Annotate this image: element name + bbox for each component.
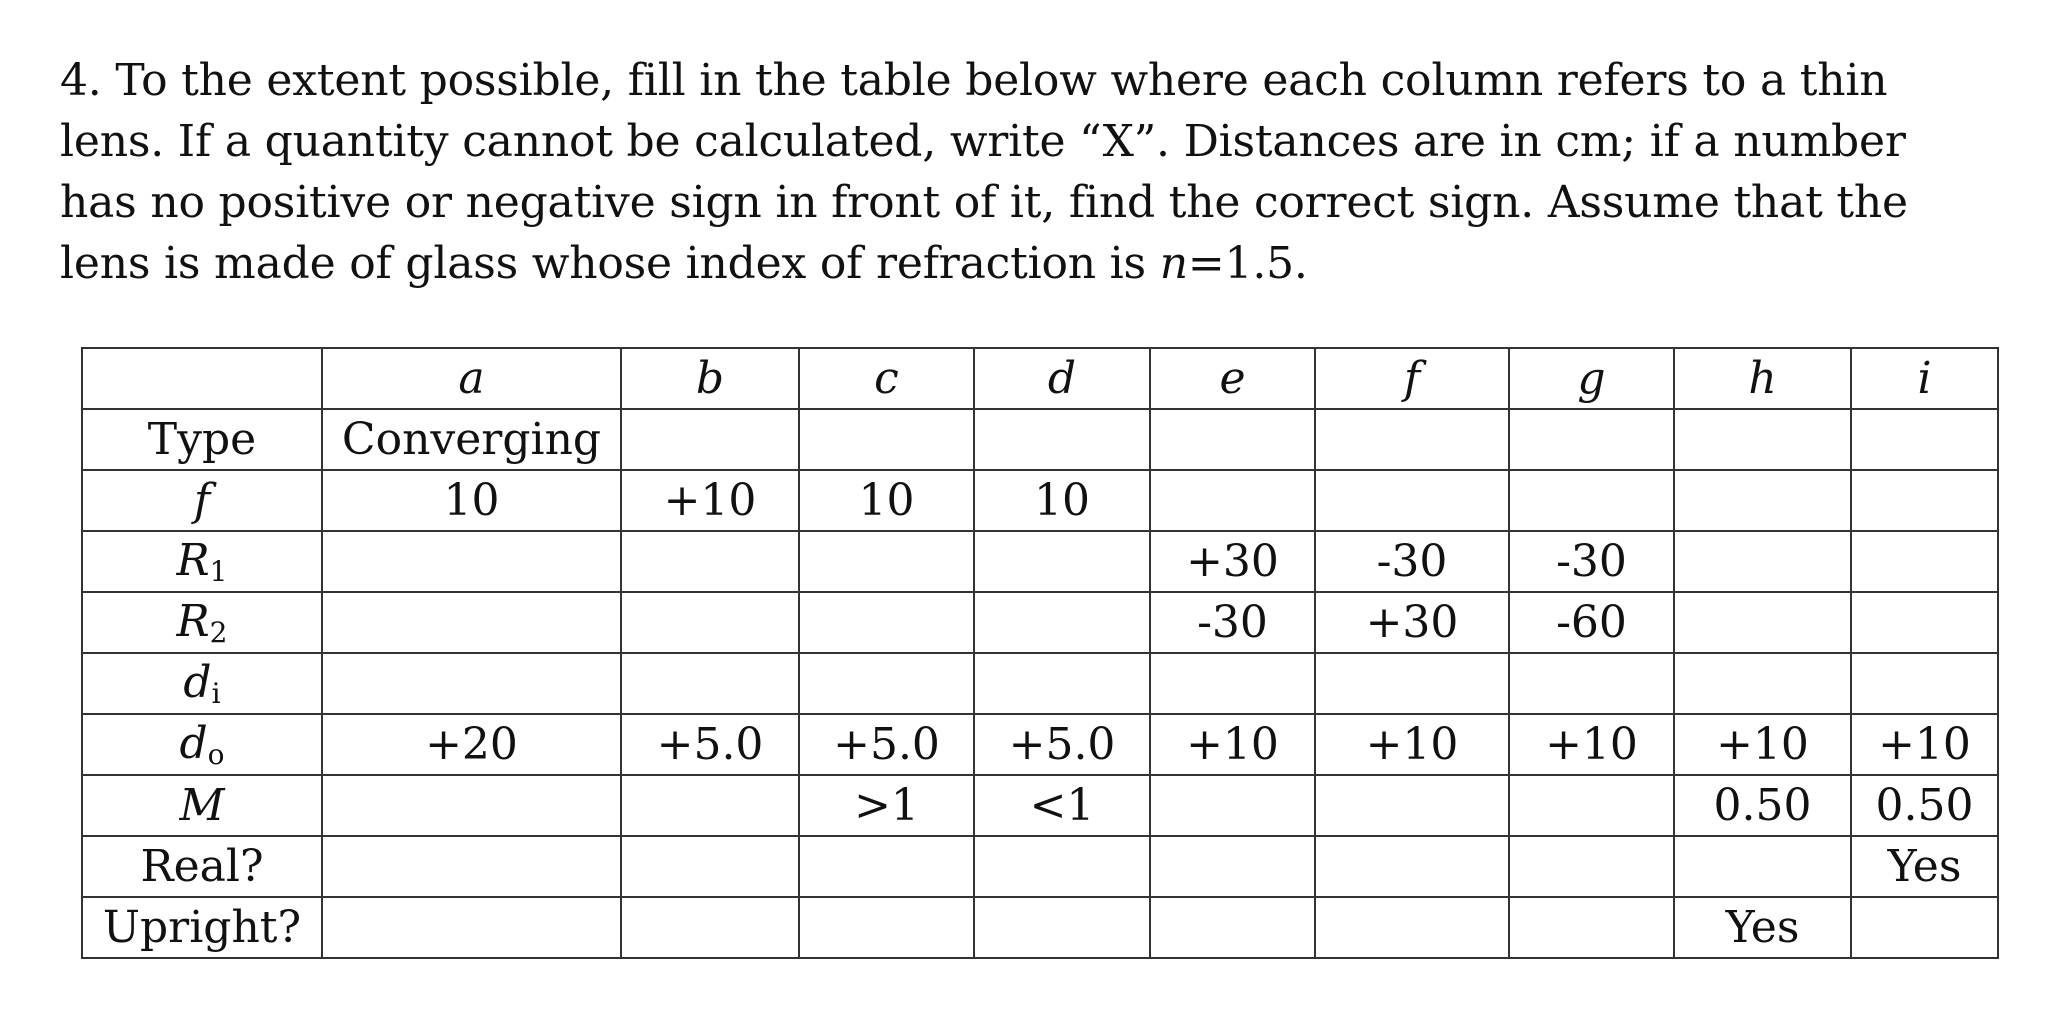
lens-table bbox=[81, 347, 1999, 959]
cell-r2-g[interactable]: -60 bbox=[1509, 592, 1674, 653]
row-type bbox=[82, 409, 1998, 470]
cell-di-d[interactable] bbox=[974, 653, 1150, 714]
cell-r2-b[interactable] bbox=[621, 592, 799, 653]
row-real bbox=[82, 836, 1998, 897]
cell-do-g[interactable]: +10 bbox=[1509, 714, 1674, 775]
row-label-r2-main: R bbox=[176, 596, 210, 647]
column-header-b: b bbox=[621, 348, 799, 409]
cell-real-d[interactable] bbox=[974, 836, 1150, 897]
problem-line-4-prefix: lens is made of glass whose index of refraction is bbox=[60, 238, 1160, 289]
row-r2 bbox=[82, 592, 1998, 653]
cell-do-b[interactable]: +5.0 bbox=[621, 714, 799, 775]
cell-do-f[interactable]: +10 bbox=[1315, 714, 1509, 775]
cell-r2-c[interactable] bbox=[799, 592, 974, 653]
cell-upright-i[interactable] bbox=[1851, 897, 1998, 958]
header-row bbox=[82, 348, 1998, 409]
refractive-index-symbol: n bbox=[1159, 238, 1188, 289]
cell-real-e[interactable] bbox=[1150, 836, 1315, 897]
cell-do-d[interactable]: +5.0 bbox=[974, 714, 1150, 775]
problem-line-1: 4. To the extent possible, fill in the table below where each column refers to a thin bbox=[60, 55, 1888, 106]
cell-di-h[interactable] bbox=[1674, 653, 1851, 714]
cell-m-d[interactable]: <1 bbox=[974, 775, 1150, 836]
cell-upright-a[interactable] bbox=[322, 897, 621, 958]
problem-line-3: has no positive or negative sign in front of it, find the correct sign. Assume that the bbox=[60, 177, 1908, 228]
corner-cell bbox=[82, 348, 322, 409]
cell-upright-f[interactable] bbox=[1315, 897, 1509, 958]
column-header-a: a bbox=[322, 348, 621, 409]
cell-type-f[interactable] bbox=[1315, 409, 1509, 470]
column-header-g: g bbox=[1509, 348, 1674, 409]
cell-do-c[interactable]: +5.0 bbox=[799, 714, 974, 775]
row-label-do-main: d bbox=[179, 718, 208, 769]
cell-r2-d[interactable] bbox=[974, 592, 1150, 653]
cell-f-b[interactable]: +10 bbox=[621, 470, 799, 531]
cell-upright-d[interactable] bbox=[974, 897, 1150, 958]
problem-line-4 bbox=[60, 233, 1960, 294]
column-header-h: h bbox=[1674, 348, 1851, 409]
cell-f-e[interactable] bbox=[1150, 470, 1315, 531]
cell-type-i[interactable] bbox=[1851, 409, 1998, 470]
row-label-di-main: d bbox=[183, 657, 212, 708]
row-label-real: Real? bbox=[82, 836, 322, 897]
cell-f-h[interactable] bbox=[1674, 470, 1851, 531]
row-object-distance bbox=[82, 714, 1998, 775]
cell-do-h[interactable]: +10 bbox=[1674, 714, 1851, 775]
row-label-upright: Upright? bbox=[82, 897, 322, 958]
cell-r2-i[interactable] bbox=[1851, 592, 1998, 653]
cell-f-f[interactable] bbox=[1315, 470, 1509, 531]
cell-m-e[interactable] bbox=[1150, 775, 1315, 836]
row-label-di-sub: i bbox=[211, 677, 221, 710]
column-header-d: d bbox=[974, 348, 1150, 409]
cell-upright-h[interactable]: Yes bbox=[1674, 897, 1851, 958]
cell-r1-g[interactable]: -30 bbox=[1509, 531, 1674, 592]
cell-f-a[interactable]: 10 bbox=[322, 470, 621, 531]
problem-line-2: lens. If a quantity cannot be calculated, write “X”. Distances are in cm; if a number bbox=[60, 116, 1906, 167]
cell-m-g[interactable] bbox=[1509, 775, 1674, 836]
cell-f-c[interactable]: 10 bbox=[799, 470, 974, 531]
cell-m-i[interactable]: 0.50 bbox=[1851, 775, 1998, 836]
cell-upright-c[interactable] bbox=[799, 897, 974, 958]
row-label-focal-length: f bbox=[82, 470, 322, 531]
cell-real-c[interactable] bbox=[799, 836, 974, 897]
row-label-r2-sub: 2 bbox=[209, 616, 228, 649]
cell-real-b[interactable] bbox=[621, 836, 799, 897]
cell-r1-f[interactable]: -30 bbox=[1315, 531, 1509, 592]
cell-do-a[interactable]: +20 bbox=[322, 714, 621, 775]
cell-real-g[interactable] bbox=[1509, 836, 1674, 897]
cell-real-i[interactable]: Yes bbox=[1851, 836, 1998, 897]
cell-m-c[interactable]: >1 bbox=[799, 775, 974, 836]
cell-r1-h[interactable] bbox=[1674, 531, 1851, 592]
cell-r2-e[interactable]: -30 bbox=[1150, 592, 1315, 653]
row-label-r1-main: R bbox=[176, 535, 210, 586]
row-label-magnification: M bbox=[82, 775, 322, 836]
cell-m-f[interactable] bbox=[1315, 775, 1509, 836]
row-label-object-distance bbox=[82, 714, 322, 775]
cell-m-h[interactable]: 0.50 bbox=[1674, 775, 1851, 836]
cell-r1-a[interactable] bbox=[322, 531, 621, 592]
cell-r1-b[interactable] bbox=[621, 531, 799, 592]
row-label-do-sub: o bbox=[207, 738, 225, 771]
cell-di-c[interactable] bbox=[799, 653, 974, 714]
cell-type-g[interactable] bbox=[1509, 409, 1674, 470]
cell-di-b[interactable] bbox=[621, 653, 799, 714]
column-header-i: i bbox=[1851, 348, 1998, 409]
row-image-distance bbox=[82, 653, 1998, 714]
cell-upright-b[interactable] bbox=[621, 897, 799, 958]
cell-di-i[interactable] bbox=[1851, 653, 1998, 714]
cell-upright-e[interactable] bbox=[1150, 897, 1315, 958]
cell-r2-f[interactable]: +30 bbox=[1315, 592, 1509, 653]
problem-line-4-suffix: =1.5. bbox=[1187, 238, 1308, 289]
problem-statement bbox=[60, 50, 1960, 294]
cell-r1-i[interactable] bbox=[1851, 531, 1998, 592]
cell-di-e[interactable] bbox=[1150, 653, 1315, 714]
cell-m-b[interactable] bbox=[621, 775, 799, 836]
cell-f-i[interactable] bbox=[1851, 470, 1998, 531]
cell-di-a[interactable] bbox=[322, 653, 621, 714]
row-focal-length bbox=[82, 470, 1998, 531]
row-label-r1-sub: 1 bbox=[209, 555, 228, 588]
cell-real-f[interactable] bbox=[1315, 836, 1509, 897]
cell-type-d[interactable] bbox=[974, 409, 1150, 470]
cell-m-a[interactable] bbox=[322, 775, 621, 836]
row-label-image-distance bbox=[82, 653, 322, 714]
cell-type-e[interactable] bbox=[1150, 409, 1315, 470]
cell-type-b[interactable] bbox=[621, 409, 799, 470]
cell-f-d[interactable]: 10 bbox=[974, 470, 1150, 531]
row-label-r1 bbox=[82, 531, 322, 592]
cell-type-c[interactable] bbox=[799, 409, 974, 470]
cell-upright-g[interactable] bbox=[1509, 897, 1674, 958]
column-header-c: c bbox=[799, 348, 974, 409]
cell-di-f[interactable] bbox=[1315, 653, 1509, 714]
cell-real-a[interactable] bbox=[322, 836, 621, 897]
cell-type-h[interactable] bbox=[1674, 409, 1851, 470]
row-label-r2 bbox=[82, 592, 322, 653]
row-r1 bbox=[82, 531, 1998, 592]
cell-r1-e[interactable]: +30 bbox=[1150, 531, 1315, 592]
column-header-e: e bbox=[1150, 348, 1315, 409]
row-upright bbox=[82, 897, 1998, 958]
cell-f-g[interactable] bbox=[1509, 470, 1674, 531]
cell-r1-d[interactable] bbox=[974, 531, 1150, 592]
cell-r2-a[interactable] bbox=[322, 592, 621, 653]
cell-do-i[interactable]: +10 bbox=[1851, 714, 1998, 775]
cell-r2-h[interactable] bbox=[1674, 592, 1851, 653]
cell-type-a[interactable]: Converging bbox=[322, 409, 621, 470]
cell-do-e[interactable]: +10 bbox=[1150, 714, 1315, 775]
row-magnification bbox=[82, 775, 1998, 836]
cell-r1-c[interactable] bbox=[799, 531, 974, 592]
row-label-type: Type bbox=[82, 409, 322, 470]
column-header-f: f bbox=[1315, 348, 1509, 409]
cell-di-g[interactable] bbox=[1509, 653, 1674, 714]
cell-real-h[interactable] bbox=[1674, 836, 1851, 897]
